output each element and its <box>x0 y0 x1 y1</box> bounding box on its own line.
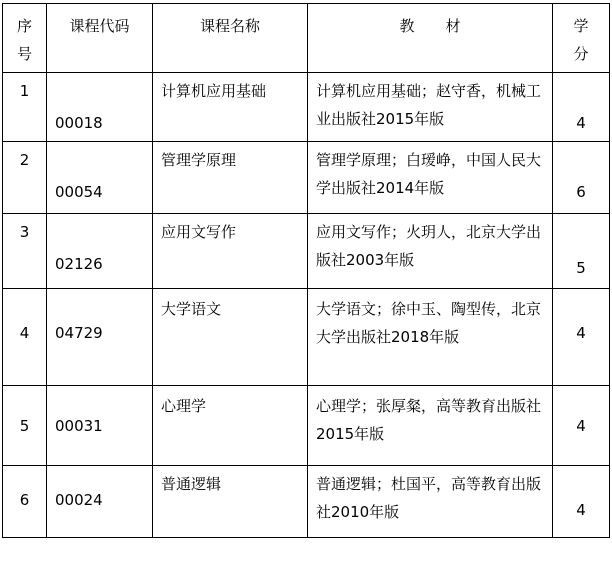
table-row <box>3 214 610 289</box>
cell-credit: 4 <box>553 386 610 466</box>
cell-credit: 4 <box>553 73 610 142</box>
cell-name: 心理学 <box>153 386 308 466</box>
cell-code: 00018 <box>47 73 153 142</box>
header-cell-textbook <box>308 4 553 73</box>
cell-name: 大学语文 <box>153 289 308 386</box>
cell-credit: 5 <box>553 214 610 289</box>
cell-textbook: 计算机应用基础；赵守香，机械工业出版社2015年版 <box>308 73 553 142</box>
cell-code: 00054 <box>47 142 153 214</box>
cell-textbook: 大学语文；徐中玉、陶型传，北京大学出版社2018年版 <box>308 289 553 386</box>
cell-credit: 4 <box>553 289 610 386</box>
header-cell-code <box>47 4 153 73</box>
table-row <box>3 289 610 386</box>
table-row <box>3 466 610 538</box>
cell-credit: 4 <box>553 466 610 538</box>
cell-no: 5 <box>3 386 47 466</box>
cell-code: 04729 <box>47 289 153 386</box>
header-label-no: 序号 <box>16 17 32 63</box>
table-row <box>3 386 610 466</box>
header-label-code: 课程代码 <box>69 17 130 35</box>
cell-name: 普通逻辑 <box>153 466 308 538</box>
cell-name: 管理学原理 <box>153 142 308 214</box>
cell-textbook: 普通逻辑；杜国平，高等教育出版社2010年版 <box>308 466 553 538</box>
header-label-credit: 学分 <box>573 17 589 63</box>
cell-textbook: 心理学；张厚粲，高等教育出版社2015年版 <box>308 386 553 466</box>
cell-no: 1 <box>3 73 47 142</box>
header-cell-credit <box>553 4 610 73</box>
table-header-row <box>3 4 610 73</box>
document-page <box>0 3 612 575</box>
cell-code: 00024 <box>47 466 153 538</box>
cell-credit: 6 <box>553 142 610 214</box>
header-label-textbook: 教 材 <box>399 17 469 35</box>
course-table <box>2 3 610 538</box>
cell-name: 计算机应用基础 <box>153 73 308 142</box>
cell-name: 应用文写作 <box>153 214 308 289</box>
table-row <box>3 73 610 142</box>
cell-textbook: 应用文写作；火玥人，北京大学出版社2003年版 <box>308 214 553 289</box>
cell-code: 02126 <box>47 214 153 289</box>
cell-textbook: 管理学原理；白瑷峥，中国人民大学出版社2014年版 <box>308 142 553 214</box>
cell-code: 00031 <box>47 386 153 466</box>
header-cell-no <box>3 4 47 73</box>
table-row <box>3 142 610 214</box>
cell-no: 6 <box>3 466 47 538</box>
header-label-name: 课程名称 <box>199 17 260 35</box>
cell-no: 3 <box>3 214 47 289</box>
cell-no: 2 <box>3 142 47 214</box>
header-cell-name <box>153 4 308 73</box>
cell-no: 4 <box>3 289 47 386</box>
